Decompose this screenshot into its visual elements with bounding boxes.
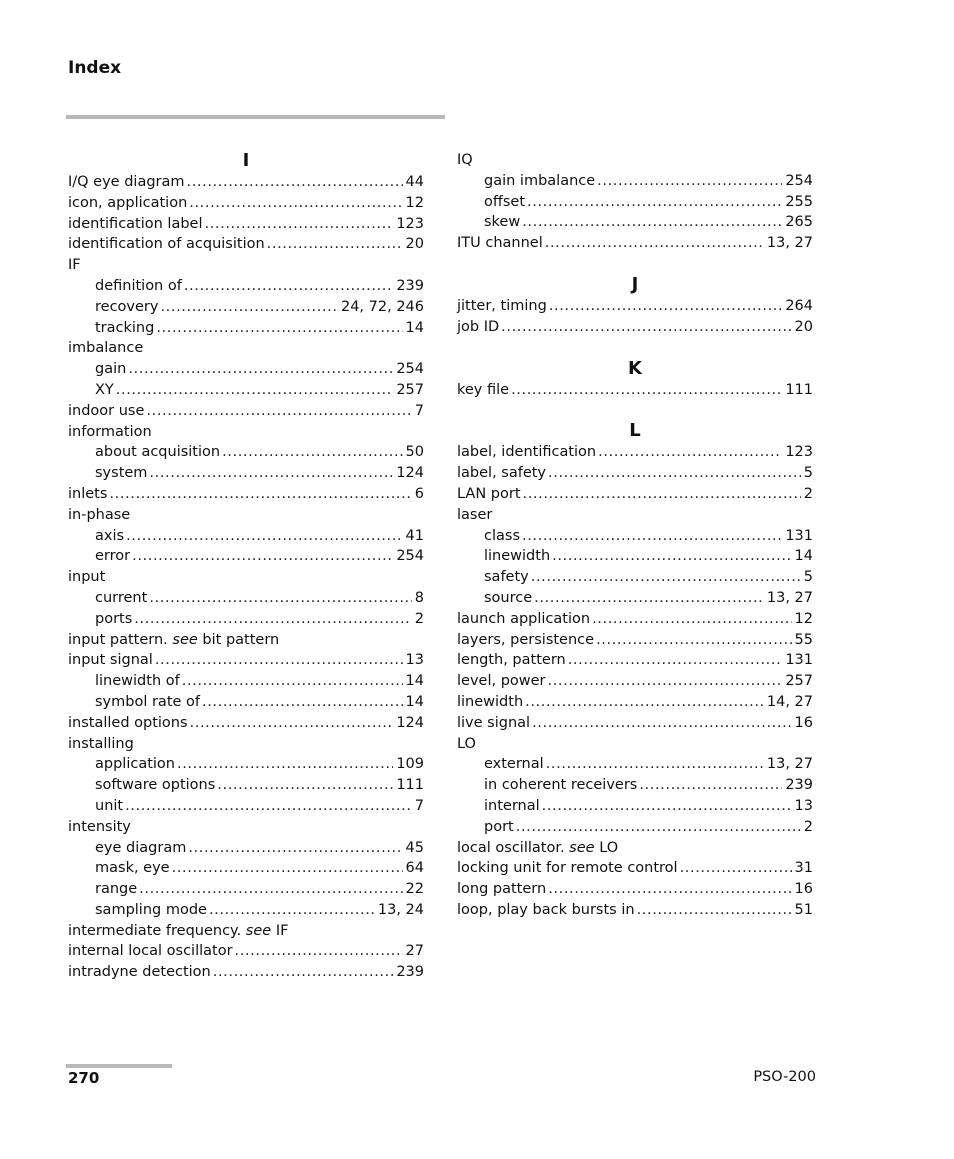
dot-leader (126, 526, 402, 547)
page-ref: 14, 27 (766, 693, 813, 710)
entry-term: imbalance (68, 340, 144, 357)
dot-leader (209, 900, 375, 921)
dot-leader (522, 526, 782, 547)
page-ref: 13, 27 (766, 589, 813, 606)
index-entry (457, 233, 813, 254)
page-ref: 124 (396, 465, 424, 482)
index-subentry (457, 171, 813, 192)
dot-leader (598, 442, 782, 463)
index-subentry (68, 692, 424, 713)
entry-term: key file (457, 381, 510, 398)
page-ref: 5 (803, 569, 813, 586)
page-ref: 264 (785, 297, 813, 314)
entry-term: gain imbalance (484, 172, 596, 189)
index-subentry (68, 900, 424, 921)
entry-term: live signal (457, 714, 531, 731)
index-entry (68, 650, 424, 671)
index-column-left (68, 150, 424, 983)
index-entry (68, 484, 424, 505)
page-ref: 111 (785, 381, 813, 398)
index-subentry (68, 775, 424, 796)
page-ref: 257 (396, 381, 424, 398)
dot-leader (205, 214, 394, 235)
page-ref: 13 (794, 797, 813, 814)
index-entry (457, 713, 813, 734)
index-entry (457, 150, 813, 171)
page-header-title: Index (68, 58, 122, 78)
entry-term: skew (484, 214, 521, 231)
page-ref: 2 (414, 610, 424, 627)
page-ref: 13, 27 (766, 235, 813, 252)
index-entry (457, 671, 813, 692)
index-entry (68, 234, 424, 255)
page-ref: 55 (794, 631, 813, 648)
entry-term: eye diagram (95, 839, 187, 856)
index-entry (457, 442, 813, 463)
index-subentry (68, 609, 424, 630)
index-subentry (68, 838, 424, 859)
page-ref: 16 (794, 714, 813, 731)
dot-leader (132, 546, 393, 567)
entry-term: input (68, 569, 106, 586)
dot-leader (188, 838, 402, 859)
dot-leader (187, 172, 403, 193)
page-number: 270 (68, 1069, 100, 1087)
index-entry (68, 172, 424, 193)
entry-term: internal (484, 797, 540, 814)
entry-term: I/Q eye diagram (68, 174, 185, 190)
page-ref: 27 (405, 943, 424, 960)
index-entry (457, 484, 813, 505)
page-ref: 7 (414, 797, 424, 814)
entry-term: local oscillator. (457, 839, 565, 856)
dot-leader (639, 775, 782, 796)
page-ref: 257 (785, 673, 813, 690)
dot-leader (213, 962, 394, 983)
dot-leader (542, 796, 792, 817)
document-id: PSO-200 (753, 1069, 816, 1085)
section-letter: I (242, 150, 250, 171)
page-ref: 14 (405, 673, 424, 690)
index-subentry (457, 546, 813, 567)
index-subentry (68, 318, 424, 339)
entry-term: LAN port (457, 485, 521, 502)
entry-term: XY (95, 381, 114, 398)
entry-term: software options (95, 777, 216, 794)
index-subentry (457, 775, 813, 796)
page-ref: 109 (396, 756, 424, 773)
dot-leader (190, 713, 394, 734)
entry-term: definition of (95, 277, 182, 294)
see-target: IF (275, 922, 289, 939)
entry-term: loop, play back bursts in (457, 901, 635, 918)
entry-term: ports (95, 610, 133, 627)
entry-term: internal local oscillator (68, 943, 233, 960)
dot-leader (531, 567, 801, 588)
index-entry (457, 296, 813, 317)
page-ref: 12 (794, 610, 813, 627)
page-ref: 13, 27 (766, 756, 813, 773)
see-label: see (172, 631, 198, 648)
dot-leader (548, 671, 783, 692)
see-target: LO (599, 839, 619, 856)
page-ref: 41 (405, 527, 424, 544)
index-subentry (457, 192, 813, 213)
dot-leader (534, 588, 764, 609)
index-entry (68, 422, 424, 443)
index-subentry (457, 796, 813, 817)
index-subentry (457, 567, 813, 588)
entry-term: input signal (68, 652, 153, 669)
dot-leader (546, 754, 764, 775)
dot-leader (637, 900, 792, 921)
index-entry (457, 838, 813, 859)
index-entry (68, 817, 424, 838)
index-subentry (457, 526, 813, 547)
entry-term: symbol rate of (95, 693, 201, 710)
dot-leader (532, 713, 791, 734)
page-ref: 20 (794, 318, 813, 335)
index-entry (68, 962, 424, 983)
dot-leader (548, 879, 791, 900)
index-subentry (68, 796, 424, 817)
entry-term: input pattern. (68, 631, 168, 648)
index-entry (68, 401, 424, 422)
page-ref: 16 (794, 881, 813, 898)
dot-leader (177, 754, 393, 775)
entry-term: installing (68, 735, 134, 752)
entry-term: laser (457, 506, 493, 523)
page-ref: 14 (794, 548, 813, 565)
index-subentry (68, 297, 424, 318)
entry-term: linewidth (484, 548, 551, 565)
dot-leader (596, 630, 791, 651)
entry-term: unit (95, 797, 124, 814)
entry-term: layers, persistence (457, 631, 595, 648)
index-subentry (68, 276, 424, 297)
index-entry (457, 630, 813, 651)
entry-term: tracking (95, 319, 155, 336)
dot-leader (516, 817, 801, 838)
dot-leader (592, 609, 791, 630)
entry-term: intensity (68, 818, 131, 835)
entry-term: identification of acquisition (68, 236, 265, 253)
page-ref: 45 (405, 839, 424, 856)
entry-term: system (95, 465, 148, 482)
page-ref: 50 (405, 444, 424, 461)
dot-leader (568, 650, 783, 671)
index-subentry (457, 212, 813, 233)
page-ref: 131 (785, 652, 813, 669)
entry-term: application (95, 756, 175, 773)
index-entry (457, 692, 813, 713)
dot-leader (217, 775, 393, 796)
page-ref: 64 (405, 860, 424, 877)
index-subentry (68, 546, 424, 567)
index-entry (68, 214, 424, 235)
dot-leader (267, 234, 403, 255)
dot-leader (139, 879, 402, 900)
dot-leader (522, 212, 782, 233)
dot-leader (149, 463, 393, 484)
dot-leader (155, 650, 403, 671)
dot-leader (527, 192, 782, 213)
page-ref: 239 (396, 964, 424, 981)
index-entry (68, 505, 424, 526)
index-subentry (68, 754, 424, 775)
entry-term: in coherent receivers (484, 777, 638, 794)
entry-term: intermediate frequency. (68, 922, 242, 939)
entry-term: external (484, 756, 544, 773)
index-subentry (68, 858, 424, 879)
page-ref: 13, 24 (377, 901, 424, 918)
index-entry (68, 941, 424, 962)
index-entry (457, 609, 813, 630)
see-target: bit pattern (202, 631, 280, 648)
index-entry (68, 734, 424, 755)
entry-term: offset (484, 193, 526, 210)
page-ref: 123 (785, 444, 813, 461)
dot-leader (501, 317, 791, 338)
index-subentry (68, 588, 424, 609)
index-subentry (68, 463, 424, 484)
dot-leader (134, 609, 411, 630)
page-ref: 14 (405, 693, 424, 710)
entry-term: long pattern (457, 881, 547, 898)
entry-term: about acquisition (95, 444, 221, 461)
index-entry (68, 193, 424, 214)
entry-term: locking unit for remote control (457, 860, 678, 877)
entry-term: linewidth (457, 693, 524, 710)
entry-term: installed options (68, 714, 188, 731)
index-entry (68, 630, 424, 651)
index-entry (457, 463, 813, 484)
entry-term: axis (95, 527, 125, 544)
page-ref: 14 (405, 319, 424, 336)
page-ref: 44 (405, 174, 424, 190)
dot-leader (109, 484, 411, 505)
page-ref: 7 (414, 402, 424, 419)
footer-divider (66, 1064, 172, 1068)
page-ref: 131 (785, 527, 813, 544)
page-ref: 255 (785, 193, 813, 210)
dot-leader (525, 692, 764, 713)
index-entry (457, 858, 813, 879)
dot-leader (202, 692, 403, 713)
dot-leader (235, 941, 403, 962)
page-ref: 2 (803, 818, 813, 835)
page-ref: 5 (803, 465, 813, 482)
page-ref: 239 (396, 277, 424, 294)
dot-leader (160, 297, 338, 318)
dot-leader (548, 463, 801, 484)
section-letter: K (628, 357, 642, 379)
page-ref: 254 (396, 361, 424, 378)
index-subentry (68, 879, 424, 900)
page-ref: 8 (414, 589, 424, 606)
entry-term: ITU channel (457, 235, 543, 252)
entry-term: mask, eye (95, 860, 170, 877)
entry-term: launch application (457, 610, 591, 627)
entry-term: inlets (68, 485, 108, 502)
dot-leader (128, 359, 393, 380)
page-ref: 2 (803, 485, 813, 502)
section-letter: J (631, 273, 639, 295)
index-entry (68, 921, 424, 942)
dot-leader (511, 380, 782, 401)
entry-term: LO (457, 735, 476, 752)
page-ref: 123 (396, 215, 424, 232)
entry-term: level, power (457, 673, 546, 690)
page-ref: 111 (396, 777, 424, 794)
entry-term: class (484, 527, 520, 544)
dot-leader (189, 193, 402, 214)
entry-term: information (68, 423, 152, 440)
page-ref: 124 (396, 714, 424, 731)
index-subentry (68, 380, 424, 401)
page-ref: 6 (414, 485, 424, 502)
entry-term: icon, application (68, 194, 188, 211)
entry-term: sampling mode (95, 901, 207, 918)
entry-term: jitter, timing (457, 297, 547, 314)
index-entry (68, 567, 424, 588)
dot-leader (222, 442, 402, 463)
index-entry (457, 505, 813, 526)
dot-leader (125, 796, 412, 817)
index-column-right (457, 150, 813, 921)
entry-term: length, pattern (457, 652, 566, 669)
entry-term: range (95, 881, 138, 898)
entry-term: port (484, 818, 514, 835)
page-ref: 13 (405, 652, 424, 669)
dot-leader (549, 296, 783, 317)
page-ref: 20 (405, 236, 424, 253)
dot-leader (172, 858, 403, 879)
section-letter: L (629, 420, 641, 442)
dot-leader (182, 671, 403, 692)
dot-leader (116, 380, 394, 401)
page-ref: 24, 72, 246 (340, 298, 424, 315)
index-entry (457, 734, 813, 755)
dot-leader (146, 401, 411, 422)
entry-term: source (484, 589, 533, 606)
index-entry (457, 900, 813, 921)
page-ref: 239 (785, 777, 813, 794)
dot-leader (552, 546, 791, 567)
index-subentry (457, 588, 813, 609)
index-entry (457, 879, 813, 900)
see-label: see (569, 839, 595, 856)
entry-term: IQ (457, 152, 473, 168)
dot-leader (149, 588, 411, 609)
dot-leader (184, 276, 393, 297)
index-subentry (457, 754, 813, 775)
index-entry (68, 338, 424, 359)
entry-term: gain (95, 361, 127, 378)
dot-leader (597, 171, 782, 192)
entry-term: label, identification (457, 444, 597, 461)
dot-leader (545, 233, 764, 254)
index-entry (457, 317, 813, 338)
dot-leader (156, 318, 402, 339)
entry-term: recovery (95, 298, 159, 315)
entry-term: safety (484, 569, 529, 586)
entry-term: linewidth of (95, 673, 180, 690)
entry-term: error (95, 548, 131, 565)
see-label: see (245, 922, 272, 939)
page-ref: 254 (396, 548, 424, 565)
header-divider (66, 115, 445, 119)
entry-term: label, safety (457, 465, 547, 482)
entry-term: in-phase (68, 506, 131, 523)
entry-term: identification label (68, 215, 203, 232)
index-entry (68, 713, 424, 734)
page-ref: 51 (794, 901, 813, 918)
entry-term: current (95, 589, 148, 606)
page-ref: 12 (405, 194, 424, 211)
entry-term: job ID (457, 318, 500, 335)
index-subentry (68, 671, 424, 692)
entry-term: IF (68, 257, 81, 274)
index-subentry (68, 359, 424, 380)
index-entry (457, 380, 813, 401)
index-entry (457, 650, 813, 671)
index-subentry (68, 526, 424, 547)
page-ref: 31 (794, 860, 813, 877)
entry-term: intradyne detection (68, 964, 211, 981)
page-ref: 265 (785, 214, 813, 231)
dot-leader (523, 484, 801, 505)
index-entry (68, 255, 424, 276)
index-subentry (68, 442, 424, 463)
dot-leader (680, 858, 792, 879)
page-ref: 22 (405, 881, 424, 898)
page-ref: 254 (785, 172, 813, 189)
index-subentry (457, 817, 813, 838)
entry-term: indoor use (68, 402, 145, 419)
